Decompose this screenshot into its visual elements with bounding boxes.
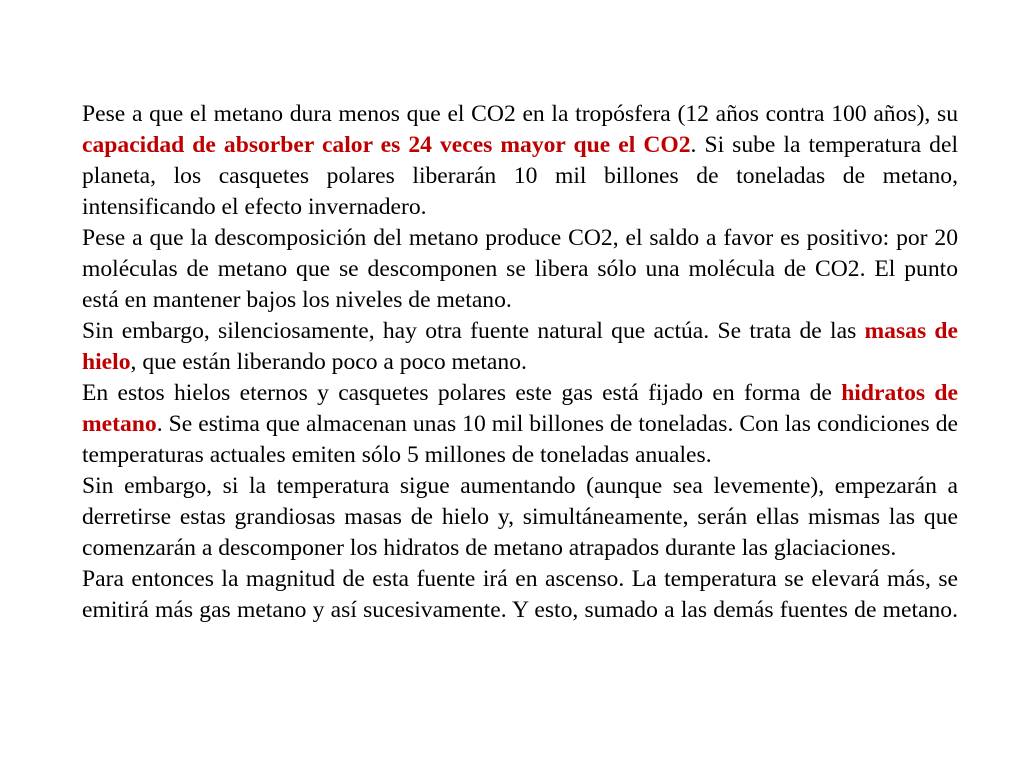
text-segment: . Si sube la temperatura del planeta, los casquetes polares liberarán 10 mil billones de toneladas de metano, intensificando el efecto invernadero. — [82, 132, 959, 220]
text-segment: , que están liberando poco a poco metano. — [130, 349, 527, 375]
text-segment: . Se estima que almacenan unas 10 mil billones de toneladas. Con las condiciones de temperaturas actuales emiten sólo 5 millones de toneladas anuales. — [82, 411, 958, 468]
text-segment: Pese a que el metano dura menos que el CO2 en la tropósfera (12 años contra 100 años), su — [82, 101, 958, 127]
text-segment: En estos hielos eternos y casquetes polares este gas está fijado en forma de — [82, 380, 842, 406]
text-body — [82, 99, 958, 626]
highlight-methane-hydrates: hidratos de metano — [82, 380, 958, 437]
paragraph-methane-vs-co2 — [82, 99, 958, 223]
paragraph-melting-ice — [82, 471, 958, 564]
highlight-heat-capacity: capacidad de absorber calor es 24 veces mayor que el CO2 — [82, 132, 691, 158]
text-segment: Para entonces la magnitud de esta fuente irá en ascenso. La temperatura se elevará más, se emitirá más gas metano y así sucesivamente. Y esto, sumado a las demás fuentes de metano. — [82, 566, 958, 623]
paragraph-methane-hydrates — [82, 378, 958, 471]
paragraph-decomposition — [82, 223, 958, 316]
paragraph-ice-masses — [82, 316, 958, 378]
text-segment: Sin embargo, si la temperatura sigue aumentando (aunque sea levemente), empezarán a derretirse estas grandiosas masas de hielo y, simultáneamente, serán ellas mismas las que comenzarán a descomponer los hidratos de metano atrapados durante las glaciaciones. — [82, 473, 958, 561]
text-segment: Sin embargo, silenciosamente, hay otra fuente natural que actúa. Se trata de las — [82, 318, 865, 344]
paragraph-feedback-loop — [82, 564, 958, 626]
text-segment: Pese a que la descomposición del metano produce CO2, el saldo a favor es positivo: por 20 moléculas de metano que se descomponen se libera sólo una molécula de CO2. El punto está en mantener bajos los niveles de metano. — [82, 225, 958, 313]
highlight-ice-masses: masas de hielo — [82, 318, 959, 375]
